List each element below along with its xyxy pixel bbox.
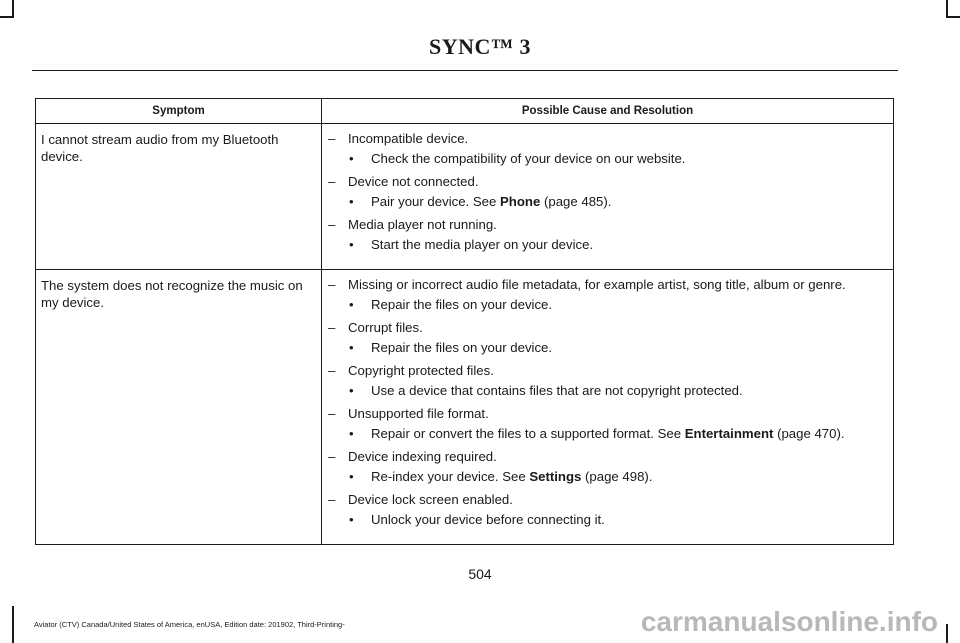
page-reference: (page 485).	[540, 194, 612, 209]
resolution-item	[328, 468, 887, 485]
page-reference: (page 498).	[581, 469, 653, 484]
resolution-item	[328, 339, 887, 356]
symptom-cell: I cannot stream audio from my Bluetooth device.	[36, 124, 322, 270]
column-header-resolution: Possible Cause and Resolution	[322, 99, 894, 124]
resolution-item	[328, 511, 887, 528]
symptom-cell: The system does not recognize the music on my device.	[36, 270, 322, 545]
dash-marker: –	[328, 492, 336, 507]
table-row	[36, 124, 894, 270]
cause-item	[328, 319, 887, 336]
resolution-main-text: Pair your device. See	[371, 194, 501, 209]
resolution-main-text: Re-index your device. See	[371, 469, 530, 484]
cause-item	[328, 362, 887, 379]
cause-text: Device lock screen enabled.	[348, 492, 513, 507]
resolution-text	[371, 468, 653, 485]
resolution-text	[371, 193, 611, 210]
bullet-marker: •	[349, 151, 354, 166]
resolution-item	[328, 296, 887, 313]
bullet-marker: •	[349, 426, 354, 441]
bullet-marker: •	[349, 469, 354, 484]
bullet-marker: •	[349, 340, 354, 355]
table-header-row	[36, 99, 894, 124]
crop-mark-top-right-h	[946, 16, 960, 18]
resolution-text	[371, 296, 552, 313]
resolution-item	[328, 425, 887, 442]
cause-text: Copyright protected files.	[348, 363, 494, 378]
dash-marker: –	[328, 363, 336, 378]
page-reference: (page 470).	[773, 426, 845, 441]
table-body	[36, 124, 894, 545]
bullet-marker: •	[349, 194, 354, 209]
troubleshooting-table	[35, 98, 894, 545]
cause-text: Corrupt files.	[348, 320, 423, 335]
crop-mark-bottom-left-v	[12, 606, 14, 643]
resolution-main-text: Repair or convert the files to a supported format. See	[371, 426, 685, 441]
title-divider	[32, 70, 898, 71]
column-header-symptom: Symptom	[36, 99, 322, 124]
crop-mark-bottom-right-v	[946, 624, 948, 643]
resolution-text	[371, 150, 685, 167]
crop-mark-top-right-v	[946, 0, 948, 16]
cause-text: Media player not running.	[348, 217, 497, 232]
dash-marker: –	[328, 277, 336, 292]
resolution-text	[371, 511, 605, 528]
crop-mark-top-left-v	[12, 0, 14, 16]
cause-text: Device not connected.	[348, 174, 479, 189]
cross-reference-link[interactable]: Entertainment	[684, 426, 774, 441]
cause-item	[328, 405, 887, 422]
resolution-text	[371, 425, 845, 442]
resolution-cell	[322, 124, 894, 270]
cause-item	[328, 130, 887, 147]
dash-marker: –	[328, 449, 336, 464]
dash-marker: –	[328, 320, 336, 335]
cross-reference-link[interactable]: Phone	[500, 194, 541, 209]
footer-edition-text: Aviator (CTV) Canada/United States of America, enUSA, Edition date: 201902, Third-Printing-	[34, 620, 345, 629]
resolution-text	[371, 236, 593, 253]
bullet-marker: •	[349, 237, 354, 252]
resolution-main-text: Start the media player on your device.	[371, 237, 594, 252]
crop-mark-top-left-h	[0, 16, 14, 18]
cause-text: Missing or incorrect audio file metadata, for example artist, song title, album or genre.	[348, 277, 846, 292]
cross-reference-link[interactable]: Settings	[529, 469, 582, 484]
resolution-main-text: Check the compatibility of your device on our website.	[371, 151, 686, 166]
cause-item	[328, 448, 887, 465]
resolution-item	[328, 193, 887, 210]
resolution-cell	[322, 270, 894, 545]
cause-item	[328, 216, 887, 233]
bullet-marker: •	[349, 383, 354, 398]
bullet-marker: •	[349, 512, 354, 527]
resolution-main-text: Unlock your device before connecting it.	[371, 512, 605, 527]
resolution-item	[328, 236, 887, 253]
resolution-main-text: Repair the files on your device.	[371, 297, 553, 312]
page-number: 504	[468, 566, 492, 582]
table-row	[36, 270, 894, 545]
cause-text: Unsupported file format.	[348, 406, 489, 421]
cause-text: Incompatible device.	[348, 131, 469, 146]
resolution-item	[328, 150, 887, 167]
dash-marker: –	[328, 131, 336, 146]
watermark: carmanualsonline.info	[640, 606, 938, 637]
cause-item	[328, 491, 887, 508]
cause-item	[328, 276, 887, 293]
bullet-marker: •	[349, 297, 354, 312]
resolution-item	[328, 382, 887, 399]
dash-marker: –	[328, 217, 336, 232]
resolution-text	[371, 382, 743, 399]
dash-marker: –	[328, 406, 336, 421]
resolution-main-text: Repair the files on your device.	[371, 340, 553, 355]
page-title: SYNC™ 3	[429, 34, 531, 59]
resolution-text	[371, 339, 552, 356]
cause-text: Device indexing required.	[348, 449, 497, 464]
dash-marker: –	[328, 174, 336, 189]
cause-item	[328, 173, 887, 190]
resolution-main-text: Use a device that contains files that are not copyright protected.	[371, 383, 743, 398]
